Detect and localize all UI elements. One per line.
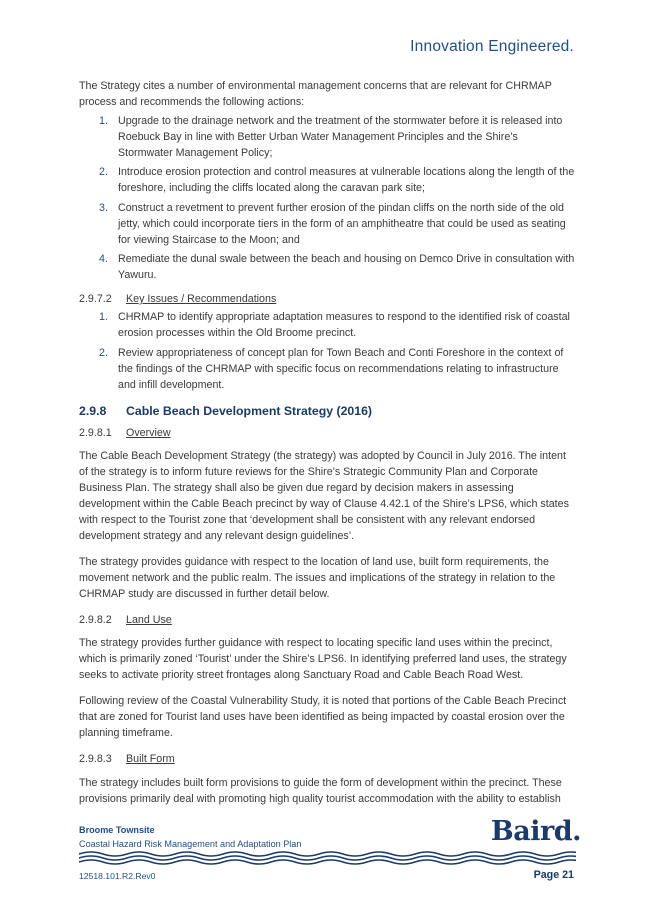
page-number: Page 21 <box>533 869 574 881</box>
subsection-number: 2.9.8.2 <box>79 613 112 626</box>
section-number: 2.9.8 <box>79 403 107 418</box>
body-paragraph: The strategy provides further guidance with respect to locating specific land uses within the precinct, which is primarily zoned ‘Tourist’ under the Shire’s LPS6. In identifying preferred land uses, the strategy seeks to activate priority street frontages along Sanctuary Road and Cable Beach Road West. <box>79 637 567 682</box>
list-text: Remediate the dunal swale between the beach and housing on Demco Drive in consultation with Yawuru. <box>118 253 575 282</box>
page-content <box>79 79 575 818</box>
intro-paragraph: The Strategy cites a number of environmental management concerns that are relevant for CHRMAP process and recommends the following actions: <box>79 80 552 108</box>
key-issues-list <box>79 310 575 393</box>
subsection-number: 2.9.8.3 <box>79 752 112 765</box>
list-text: Review appropriateness of concept plan for Town Beach and Conti Foreshore in the context of the findings of the CHRMAP with specific focus on recommendations relating to infrastructure and infill development. <box>118 346 564 391</box>
subsection-heading-key-issues <box>79 292 575 308</box>
header-tagline: Innovation Engineered. <box>410 38 574 55</box>
list-item <box>79 252 575 284</box>
list-item <box>79 114 575 162</box>
list-text: Construct a revetment to prevent further erosion of the pindan cliffs on the north side of the old jetty, which could incorporate tiers in the form of an amphitheatre that could be used as seating for viewing Staircase to the Moon; and <box>118 201 566 246</box>
list-item <box>79 201 575 249</box>
list-number: 2. <box>99 346 108 359</box>
actions-list <box>79 114 575 284</box>
baird-logo: Baird. <box>490 816 581 847</box>
section-title: Cable Beach Development Strategy (2016) <box>126 403 373 418</box>
subsection-heading-land-use <box>79 613 575 629</box>
footer-project: Broome Townsite <box>79 825 155 835</box>
footer-plan: Coastal Hazard Risk Management and Adaptation Plan <box>79 839 302 849</box>
list-number: 1. <box>99 311 108 324</box>
list-number: 1. <box>99 114 108 127</box>
list-text: Upgrade to the drainage network and the treatment of the stormwater before it is released into Roebuck Bay in line with Better Urban Water Management Principles and the Shire’s Stormwater Management Policy; <box>118 114 563 159</box>
list-text: CHRMAP to identify appropriate adaptation measures to respond to the identified risk of coastal erosion processes within the Old Broome precinct. <box>118 311 570 340</box>
section-heading <box>79 402 575 420</box>
subsection-number: 2.9.7.2 <box>79 293 112 306</box>
body-paragraph: The strategy includes built form provisions to guide the form of development within the precinct. These provisions primarily deal with promoting high quality tourist accommodation with the ability to establish <box>79 776 562 805</box>
body-paragraph: The Cable Beach Development Strategy (the strategy) was adopted by Council in July 2016. The intent of the strategy is to inform future reviews for the Shire’s Strategic Community Plan and Corporate Business Plan. The strategy shall also be given due regard by decision makers in assessing development within the Cable Beach precinct by way of Clause 4.42.1 of the Shire’s LPS6, which states with respect to the Tourist zone that ‘development shall be consistent with any relevant endorsed development strategy and any relevant design guidelines’. <box>79 450 569 542</box>
subsection-heading-overview <box>79 426 575 442</box>
list-item <box>79 346 575 394</box>
footer-wave-divider <box>79 848 576 868</box>
subsection-number: 2.9.8.1 <box>79 426 112 439</box>
subsection-title: Land Use <box>126 613 172 626</box>
footer-project-info <box>79 823 301 851</box>
list-number: 2. <box>99 166 108 179</box>
subsection-title: Overview <box>126 426 171 439</box>
document-reference: 12518.101.R2.Rev0 <box>79 871 156 881</box>
list-item <box>79 310 575 342</box>
subsection-title: Built Form <box>126 752 175 765</box>
body-paragraph: The strategy provides guidance with respect to the location of land use, built form requirements, the movement network and the public realm. The issues and implications of the strategy in relation to the CHRMAP study are discussed in further detail below. <box>79 555 556 600</box>
subsection-title: Key Issues / Recommendations <box>126 293 277 306</box>
list-number: 4. <box>99 253 108 266</box>
list-item <box>79 165 575 197</box>
body-paragraph: Following review of the Coastal Vulnerability Study, it is noted that portions of the Cable Beach Precinct that are zoned for Tourist land uses have been identified as being impacted by coastal erosion over the planning timeframe. <box>79 695 567 739</box>
subsection-heading-built-form <box>79 752 575 768</box>
list-text: Introduce erosion protection and control measures at vulnerable locations along the length of the foreshore, including the cliffs located along the caravan park site; <box>118 166 575 195</box>
list-number: 3. <box>99 201 108 214</box>
